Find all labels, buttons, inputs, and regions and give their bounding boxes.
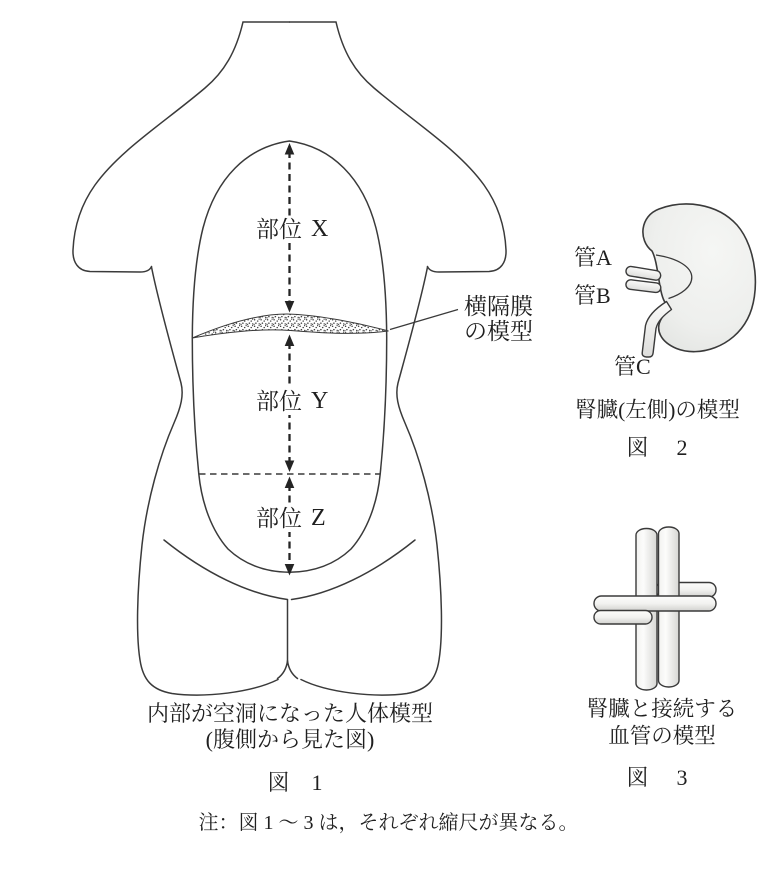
region-y-letter: Y: [311, 388, 329, 414]
figure1-fig-word: 図: [267, 770, 290, 795]
arrow-y-head-down: [285, 461, 295, 473]
kidney-tube-a: [625, 266, 661, 281]
figure1-fig-num: 1: [311, 770, 323, 795]
vessel-branch-lower-left: [594, 611, 652, 625]
region-x-letter: X: [311, 216, 329, 242]
diaphragm-label-line1: 横隔膜: [464, 294, 533, 319]
diaphragm-label: [464, 294, 533, 344]
arrow-x-head-down: [285, 301, 295, 313]
arrow-z-head-down: [285, 564, 295, 576]
crotch-split-right: [288, 661, 298, 679]
figure1-number: [195, 771, 395, 795]
crotch-split-left: [278, 661, 288, 679]
region-y-prefix: 部位: [256, 389, 302, 414]
region-y-label: [253, 388, 331, 415]
figure3-number: [577, 766, 737, 790]
arrow-y-head-up: [285, 335, 295, 347]
region-x-prefix: 部位: [256, 217, 302, 242]
tube-c-label: 管C: [614, 354, 651, 379]
figure3-caption-line1: 腎臓と接続する: [586, 697, 738, 721]
figure1-caption-line1: 内部が空洞になった人体模型: [146, 701, 433, 726]
vessel-drawing: [594, 527, 716, 690]
region-z-letter: Z: [311, 505, 326, 531]
region-x-label: [253, 216, 331, 243]
figure1-caption: [120, 701, 460, 753]
figure2-number: [577, 436, 737, 460]
figure3-fig-num: 3: [676, 765, 688, 790]
kidney-tube-b: [625, 279, 661, 293]
figure2-fig-word: 図: [626, 435, 649, 460]
arrow-z-head-up: [285, 477, 295, 489]
kidney-drawing: [625, 204, 755, 357]
arrow-x-head-up: [285, 143, 295, 155]
figure3-fig-word: 図: [626, 765, 649, 790]
region-z-prefix: 部位: [256, 506, 302, 531]
tube-b-label: 管B: [574, 283, 611, 308]
figure3-caption-line2: 血管の模型: [608, 724, 716, 748]
diaphragm-shape: [192, 314, 388, 338]
figure2-fig-num: 2: [676, 435, 688, 460]
figure3-caption: [562, 696, 762, 750]
scale-note: 注：図 1 ～ 3 は，それぞれ縮尺が異なる。: [198, 812, 579, 834]
diaphragm-leader-line: [390, 310, 458, 330]
region-z-label: [253, 505, 329, 532]
tube-a-label: 管A: [574, 245, 612, 270]
vessel-branch-middle: [594, 596, 716, 611]
diaphragm-label-line2: の模型: [464, 319, 533, 344]
figure2-caption: 腎臓(左側)の模型: [575, 398, 740, 422]
figure1-caption-line2: (腹側から見た図): [205, 727, 375, 752]
